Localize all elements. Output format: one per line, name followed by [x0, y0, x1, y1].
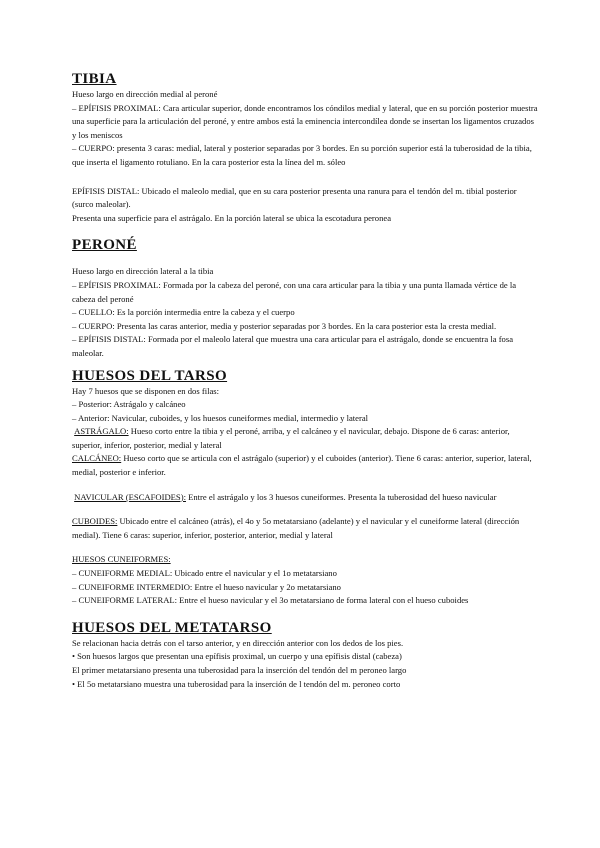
navicular-text: Entre el astrágalo y los 3 huesos cuneiformes. Presenta la tuberosidad del hueso navicular — [185, 491, 497, 502]
tarso-anterior: – Anterior: Navicular, cuboides, y los huesos cuneiformes medial, intermedio y lateral — [72, 412, 369, 423]
astragalo-label: ASTRÁGALO: — [74, 426, 129, 437]
tibia-intro: Hueso largo en dirección medial al peroné — [72, 89, 218, 99]
tibia-epifisis-distal: EPÍFISIS DISTAL: Ubicado el maleolo medial, que en su cara posterior presenta una ranura para el tendón del m. tibial posterior (surco maleolar). — [72, 185, 517, 210]
section-title-tibia: TIBIA — [72, 71, 117, 87]
cuneiforme-lateral: – CUNEIFORME LATERAL: Entre el hueso navicular y el 3o metatarsiano de forma lateral con el hueso cuboides — [72, 595, 469, 606]
metatarso-bullet-3: • El 5o metatarsiano muestra una tuberosidad para la inserción de l tendón del m. peroneo corto — [72, 678, 401, 689]
metatarso-bullet-1: • Son huesos largos que presentan una epífisis proximal, un cuerpo y una epífisis distal (cabeza) — [72, 651, 402, 662]
navicular-label: NAVICULAR (ESCAFOIDES): — [74, 491, 186, 502]
tibia-epifisis-proximal: – EPÍFISIS PROXIMAL: Cara articular superior, donde encontramos los cóndilos medial y lateral, que en su porción posterior muestra una superficie para la articulación del peroné, y entre ambos está la eminencia intercondílea donde se insertan los ligamentos cruzados y los meniscos — [72, 102, 538, 140]
perone-cuerpo: – CUERPO: Presenta las caras anterior, media y posterior separadas por 3 bordes. En la cara posterior esta la cresta medial. — [72, 320, 497, 331]
cuboides-label: CUBOIDES: — [72, 516, 118, 527]
tarso-intro: Hay 7 huesos que se disponen en dos filas: — [72, 385, 220, 396]
metatarso-intro: Se relacionan hacia detrás con el tarso anterior, y en dirección anterior con los dedos de los pies. — [72, 637, 404, 648]
tibia-cuerpo: – CUERPO: presenta 3 caras: medial, lateral y posterior separadas por 3 bordes. En su porción superior está la tuberosidad de la tibia, que inserta el ligamento rotuliano. En la cara posterior esta la línea del m. sóleo — [72, 143, 532, 167]
astragalo-text: Hueso corto entre la tibia y el peroné, arriba, y el calcáneo y el navicular, debajo. Dispone de 6 caras: anterior, superior, inferior, posterior, medial y lateral — [72, 426, 510, 450]
perone-intro: Hueso largo en dirección lateral a la tibia — [72, 266, 214, 277]
perone-epifisis-distal: – EPÍFISIS DISTAL: Formada por el maleolo lateral que muestra una cara articular para el astrágalo, donde se encuentra la fosa maleolar. — [72, 334, 514, 358]
section-title-metatarso: HUESOS DEL METATARSO — [72, 619, 272, 636]
cuneiforme-intermedio: – CUNEIFORME INTERMEDIO: Entre el hueso navicular y 2o metatarsiano — [72, 581, 341, 592]
cuboides-text: Ubicado entre el calcáneo (atrás), el 4o y 5o metatarsiano (adelante) y el navicular y el cuneiforme lateral (dirección medial). Tiene 6 caras: superior, inferior, posterior, anterior, medial y lateral — [72, 516, 520, 540]
cuneiformes-paragraph — [72, 553, 538, 567]
calcaneo-label: CALCÁNEO: — [72, 453, 122, 464]
perone-epifisis-proximal: – EPÍFISIS PROXIMAL: Formada por la cabeza del peroné, con una cara articular para la tibia y una punta llamada vértice de la cabeza del peroné — [72, 279, 517, 304]
cuboides-paragraph — [72, 515, 538, 542]
metatarso-line-2: El primer metatarsiano presenta una tuberosidad para la inserción del tendón del m peroneo largo — [72, 665, 407, 675]
calcaneo-paragraph — [72, 452, 538, 479]
section-title-perone: PERONÉ — [72, 237, 137, 254]
navicular-paragraph — [72, 491, 538, 505]
cuneiformes-label: HUESOS CUNEIFORMES: — [72, 554, 171, 565]
tibia-superficie: Presenta una superficie para el astrágalo. En la porción lateral se ubica la escotadura peronea — [72, 212, 392, 223]
calcaneo-text: Hueso corto que se articula con el astrágalo (superior) y el cuboides (anterior). Tiene 6 caras: anterior, superior, lateral, medial, posterior e inferior. — [72, 453, 532, 478]
cuneiforme-medial: – CUNEIFORME MEDIAL: Ubicado entre el navicular y el 1o metatarsiano — [72, 568, 337, 579]
astragalo-paragraph — [72, 425, 538, 452]
tarso-posterior: – Posterior: Astrágalo y calcáneo — [72, 399, 186, 410]
section-title-tarso: HUESOS DEL TARSO — [72, 367, 228, 384]
perone-cuello: – CUELLO: Es la porción intermedia entre la cabeza y el cuerpo — [72, 307, 295, 318]
